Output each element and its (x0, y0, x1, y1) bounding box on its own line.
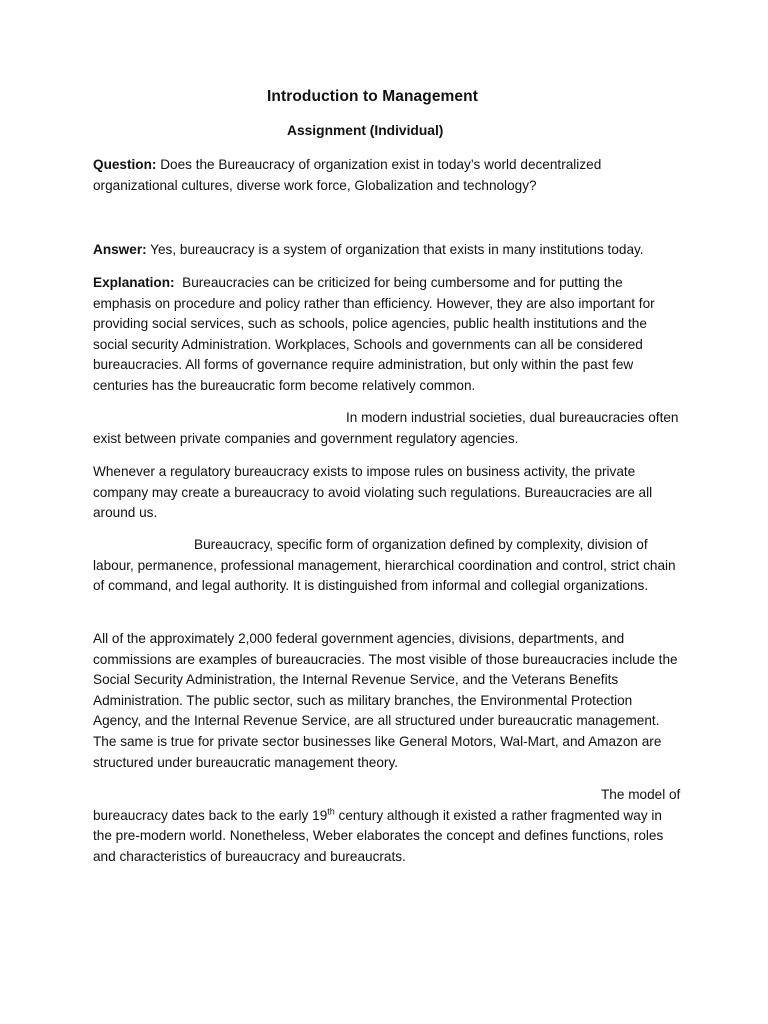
paragraph-text: All of the approximately 2,000 federal government agencies, divisions, departments, and commissions are examples of bureaucracies. The most visible of those bureaucracies include the Social Security Administration, the Internal Revenue Service, and the Veterans Benefits Administration. The public sector, such as military branches, the Environmental Protection Agency, and the Internal Revenue Service, are all structured under bureaucratic management. The same is true for private sector businesses like General Motors, Wal-Mart, and Amazon are structured under bureaucratic management theory. (93, 631, 678, 770)
paragraph-federal-agencies (93, 629, 683, 773)
explanation-paragraph (93, 273, 683, 397)
paragraph-text-before: The model of bureaucracy dates back to the early 19 (93, 787, 681, 823)
answer-text: Yes, bureaucracy is a system of organization that exists in many institutions today. (146, 242, 644, 257)
paragraph-text: Whenever a regulatory bureaucracy exists to impose rules on business activity, the private company may create a bureaucracy to avoid violating such regulations. Bureaucracies are all around us. (93, 464, 653, 521)
paragraph-dual-bureaucracies (93, 408, 683, 449)
paragraph-text: Bureaucracy, specific form of organization defined by complexity, division of labour, permanence, professional management, hierarchical coordination and control, strict chain of command, and legal authority. It is distinguished from informal and collegial organizations. (93, 537, 676, 594)
superscript-th: th (327, 806, 335, 817)
paragraph-text-after: century although it existed a rather fragmented way in the pre-modern world. Nonetheless, Weber elaborates the concept and defines functions, roles and characteristics of bureaucracy and bureaucrats. (93, 807, 664, 864)
answer-paragraph (93, 240, 683, 261)
paragraph-text: In modern industrial societies, dual bureaucracies often exist between private companies and government regulatory agencies. (93, 410, 679, 446)
paragraph-bureaucracy-definition (93, 535, 683, 597)
explanation-text: Bureaucracies can be criticized for being cumbersome and for putting the emphasis on procedure and policy rather than efficiency. However, they are also important for providing social services, such as schools, police agencies, public health institutions and the social security Administration. Workplaces, Schools and governments can all be considered bureaucracies. All forms of governance require administration, but only within the past few centuries has the bureaucratic form become relatively common. (93, 275, 659, 393)
document-subtitle: Assignment (Individual) (287, 123, 444, 138)
question-label: Question: (93, 157, 157, 172)
paragraph-regulatory-bureaucracy (93, 462, 683, 524)
document-title: Introduction to Management (267, 88, 478, 105)
question-paragraph (93, 155, 683, 196)
answer-label: Answer: (93, 242, 147, 257)
explanation-label: Explanation: (93, 275, 175, 290)
paragraph-model-history (93, 785, 683, 867)
question-text: Does the Bureaucracy of organization exist in today’s world decentralized organizational cultures, diverse work force, Globalization and technology? (93, 157, 602, 193)
